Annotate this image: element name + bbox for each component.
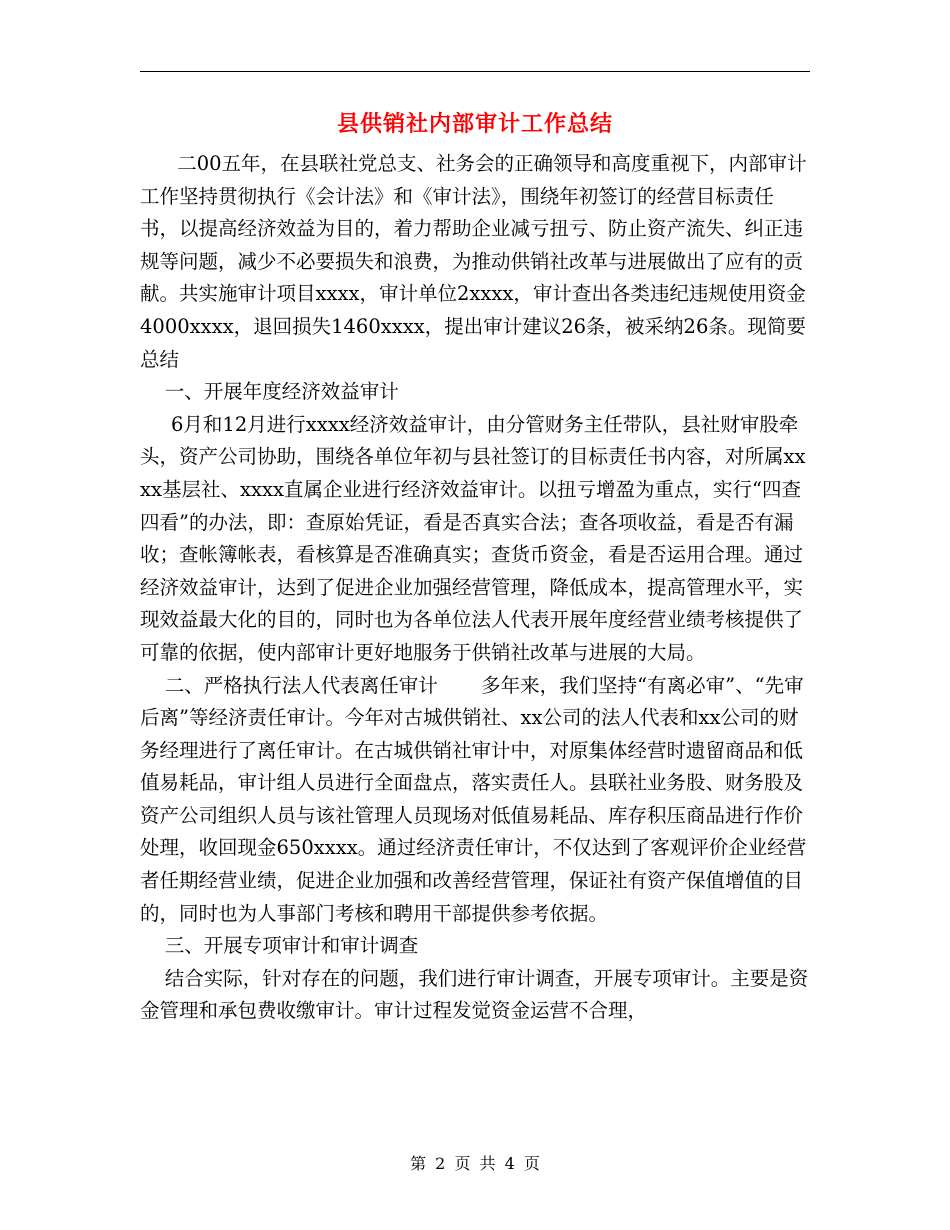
section-heading-3: 三、开展专项审计和审计调查 xyxy=(140,934,419,958)
paragraph-section-2: 二、严格执行法人代表离任审计 多年来，我们坚持“有离必审”、“先审后离”等经济责任审计。今年对古城供销社、xx公司的法人代表和xx公司的财务经理进行了离任审计。在古城供销社审计中，对原集体经营时遗留商品和低值易耗品，审计组人员进行全面盘点，落实责任人。县联社业务股、财务股及资产公司组织人员与该社管理人员现场对低值易耗品、库存积压商品进行作价处理，收回现金650xxxx。通过经济责任审计，不仅达到了客观评价企业经营者任期经营业绩，促进企业加强和改善经营管理，保证社有资产保值增值的目的，同时也为人事部门考核和聘用干部提供参考依据。 xyxy=(140,673,807,925)
document-body xyxy=(140,148,812,1028)
document-title: 县供销社内部审计工作总结 xyxy=(336,111,613,137)
section-heading-1: 一、开展年度经济效益审计 xyxy=(140,380,399,404)
paragraph-section-3: 结合实际，针对存在的问题，我们进行审计调查，开展专项审计。主要是资金管理和承包费收缴审计。审计过程发觉资金运营不合理， xyxy=(140,966,809,1023)
header-rule xyxy=(140,71,810,72)
page-number-footer: 第 2 页 共 4 页 xyxy=(410,1154,540,1173)
paragraph-intro: 二00五年，在县联社党总支、社务会的正确领导和高度重视下，内部审计工作坚持贯彻执行《会计法》和《审计法》，围绕年初签订的经营目标责任书，以提高经济效益为目的，着力帮助企业减亏扭亏、防止资产流失、纠正违规等问题，减少不必要损失和浪费，为推动供销社改革与进展做出了应有的贡献。共实施审计项目xxxx，审计单位2xxxx，审计查出各类违纪违规使用资金4000xxxx，退回损失1460xxxx，提出审计建议26条，被采纳26条。现简要总结 xyxy=(140,152,807,371)
paragraph-section-1: 6月和12月进行xxxx经济效益审计，由分管财务主任带队，县社财审股牵头，资产公司协助，围绕各单位年初与县社签订的目标责任书内容，对所属xxxx基层社、xxxx直属企业进行经济效益审计。以扭亏增盈为重点，实行“四查四看”的办法，即：查原始凭证，看是否真实合法；查各项收益，看是否有漏收；查帐簿帐表，看核算是否准确真实；查货币资金，看是否运用合理。通过经济效益审计，达到了促进企业加强经营管理，降低成本，提高管理水平，实现效益最大化的目的，同时也为各单位法人代表开展年度经营业绩考核提供了可靠的依据，使内部审计更好地服务于供销社改革与进展的大局。 xyxy=(140,412,806,664)
